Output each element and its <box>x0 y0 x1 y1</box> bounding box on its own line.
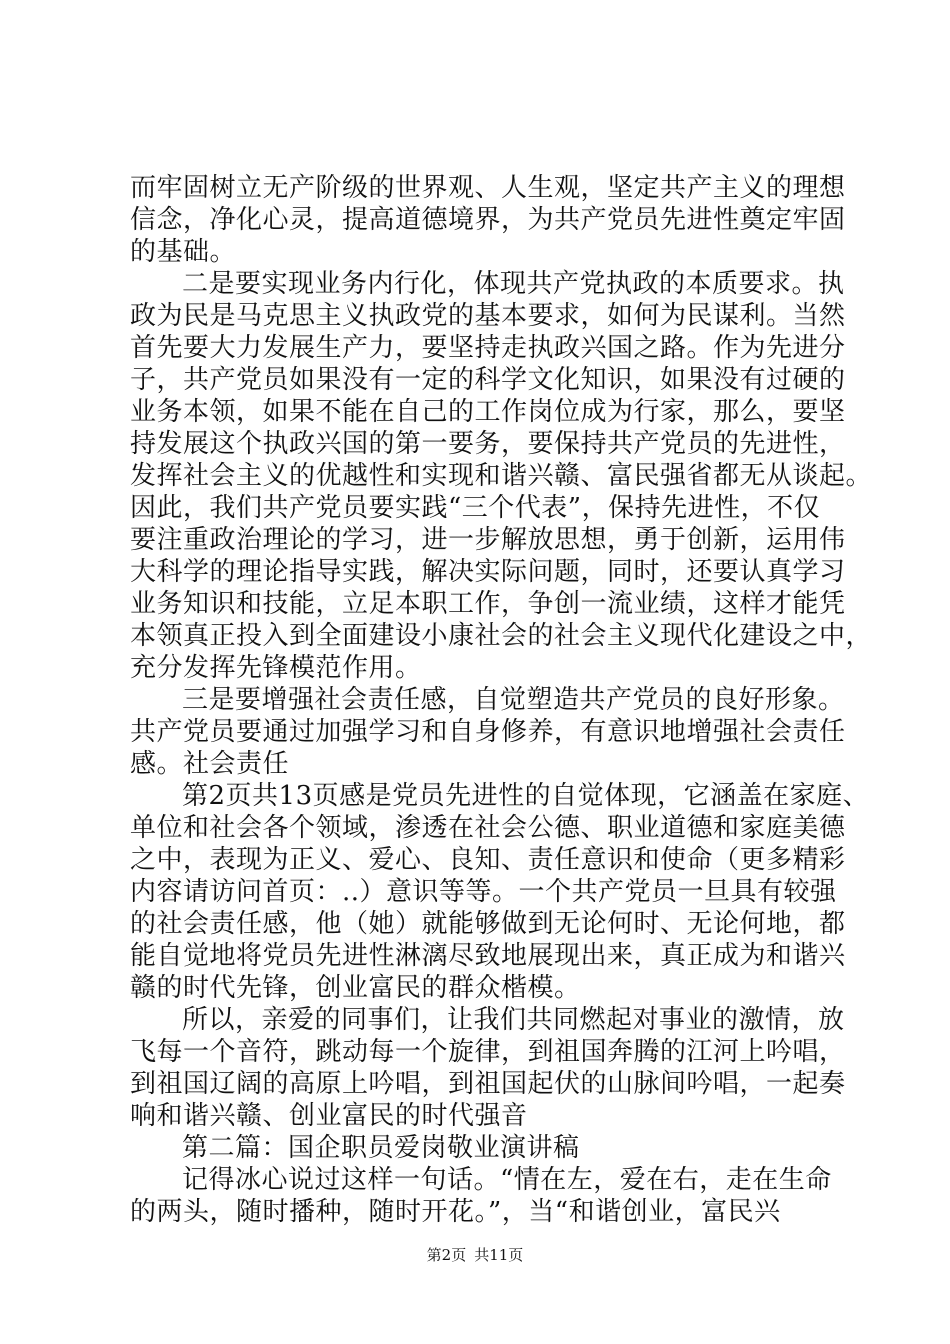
text-line: 业务知识和技能，立足本职工作，争创一流业绩，这样才能凭 <box>130 589 846 619</box>
text-line: 信念，净化心灵，提高道德境界，为共产党员先进性奠定牢固 <box>130 205 846 235</box>
text-line: 子，共产党员如果没有一定的科学文化知识，如果没有过硬的 <box>130 365 846 395</box>
text-line: 政为民是马克思主义执政党的基本要求，如何为民谋利。当然 <box>130 301 846 331</box>
text-line: 要注重政治理论的学习，进一步解放思想，勇于创新，运用伟 <box>130 525 846 555</box>
text-line: 发挥社会主义的优越性和实现和谐兴赣、富民强省都无从谈起。 <box>130 461 873 491</box>
paragraph-start-line: 三是要增强社会责任感，自觉塑造共产党员的良好形象。 <box>182 685 845 715</box>
page-total: 共11页 <box>474 1246 524 1264</box>
text-line: 的两头，随时播种，随时开花。”，当“和谐创业，富民兴 <box>130 1197 781 1227</box>
text-line: 业务本领，如果不能在自己的工作岗位成为行家，那么，要坚 <box>130 397 846 427</box>
text-line: 单位和社会各个领域，渗透在社会公德、职业道德和家庭美德 <box>130 813 846 843</box>
text-line: 赣的时代先锋，创业富民的群众楷模。 <box>130 973 581 1003</box>
paragraph-start-line: 第2页共13页感是党员先进性的自觉体现，它涵盖在家庭、 <box>182 781 870 811</box>
paragraph-start-line: 所以，亲爱的同事们，让我们共同燃起对事业的激情，放 <box>182 1005 845 1035</box>
page-number: 第2页 <box>426 1246 467 1264</box>
section-heading: 第二篇：国企职员爱岗敬业演讲稿 <box>182 1133 580 1163</box>
text-line: 因此，我们共产党员要实践“三个代表”，保持先进性，不仅 <box>130 493 821 523</box>
text-line: 本领真正投入到全面建设小康社会的社会主义现代化建设之中， <box>130 621 873 651</box>
paragraph-start-line: 记得冰心说过这样一句话。“情在左，爱在右，走在生命 <box>182 1165 832 1195</box>
text-line: 持发展这个执政兴国的第一要务，要保持共产党员的先进性， <box>130 429 846 459</box>
paragraph-start-line: 二是要实现业务内行化，体现共产党执政的本质要求。执 <box>182 269 845 299</box>
text-line: 共产党员要通过加强学习和自身修养，有意识地增强社会责任 <box>130 717 846 747</box>
text-line: 能自觉地将党员先进性淋漓尽致地展现出来，真正成为和谐兴 <box>130 941 846 971</box>
text-line: 充分发挥先锋模范作用。 <box>130 653 422 683</box>
text-line: 的社会责任感，他（她）就能够做到无论何时、无论何地，都 <box>130 909 846 939</box>
text-line: 感。社会责任 <box>130 749 290 779</box>
text-line: 飞每一个音符，跳动每一个旋律，到祖国奔腾的江河上吟唱， <box>130 1037 846 1067</box>
text-line: 之中，表现为正义、爱心、良知、责任意识和使命（更多精彩 <box>130 845 846 875</box>
document-body <box>130 172 873 1228</box>
text-line: 响和谐兴赣、创业富民的时代强音 <box>130 1101 528 1131</box>
page-footer <box>0 1245 950 1265</box>
text-line: 而牢固树立无产阶级的世界观、人生观，坚定共产主义的理想 <box>130 173 846 203</box>
text-line: 的基础。 <box>130 237 237 267</box>
text-line: 内容请访问首页：..）意识等等。一个共产党员一旦具有较强 <box>130 877 837 907</box>
text-line: 到祖国辽阔的高原上吟唱，到祖国起伏的山脉间吟唱，一起奏 <box>130 1069 846 1099</box>
text-line: 大科学的理论指导实践，解决实际问题，同时，还要认真学习 <box>130 557 846 587</box>
text-line: 首先要大力发展生产力，要坚持走执政兴国之路。作为先进分 <box>130 333 846 363</box>
